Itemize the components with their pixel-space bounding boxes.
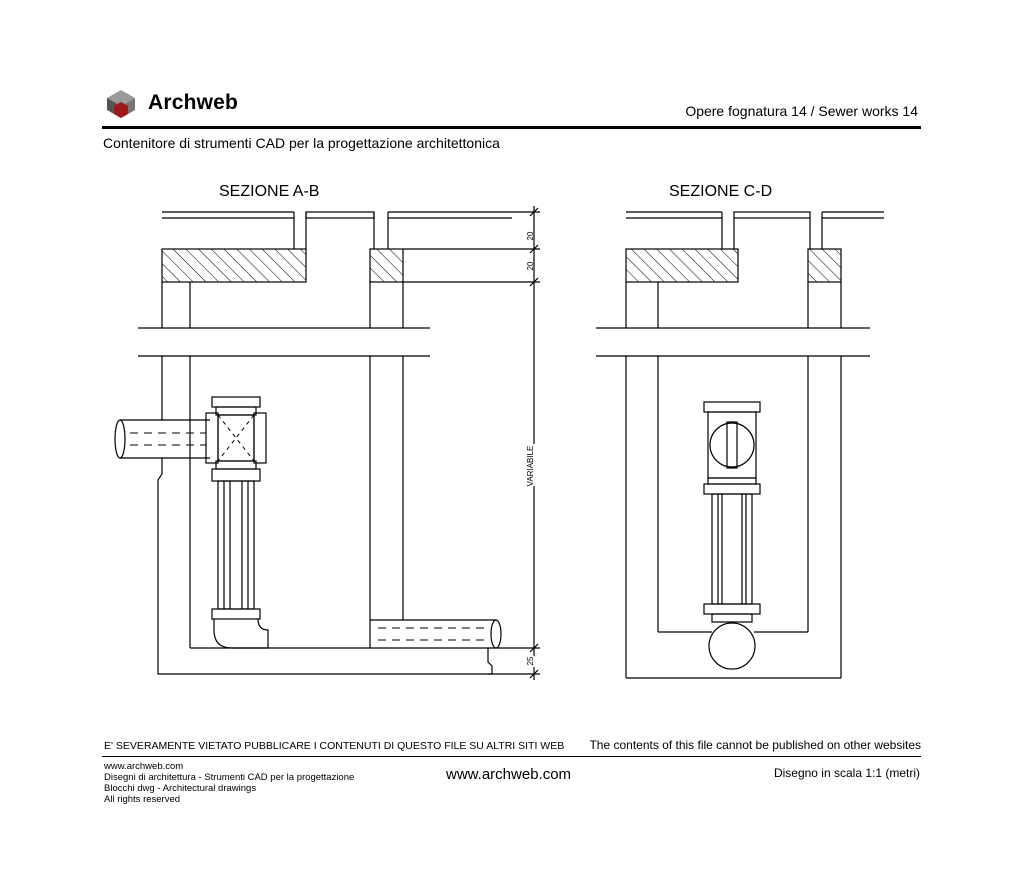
footer-line: www.archweb.com <box>104 761 184 772</box>
dimension-top-a: 20 <box>526 231 535 241</box>
footer-line: Disegni di architettura - Strumenti CAD per la progettazione <box>104 772 355 783</box>
footer-divider <box>102 756 921 757</box>
logo-text: Archweb <box>148 91 239 114</box>
scale-note: Disegno in scala 1:1 (metri) <box>773 766 920 780</box>
footer-line: Blocchi dwg - Architectural drawings <box>104 783 257 794</box>
subtitle: Contenitore di strumenti CAD per la progettazione architettonica <box>103 135 500 151</box>
section-ab-title: SEZIONE A-B <box>219 183 320 200</box>
sheet-title: Opere fognatura 14 / Sewer works 14 <box>685 103 918 119</box>
section-cd <box>596 212 884 678</box>
section-cd-title: SEZIONE C-D <box>669 183 773 200</box>
site-url-link[interactable]: www.archweb.com <box>446 766 572 783</box>
dimension-bottom: 25 <box>526 656 535 666</box>
dimension-top-b: 20 <box>526 261 535 271</box>
dimension-variable: VARIABILE <box>526 445 535 487</box>
warning-english: The contents of this file cannot be published on other websites <box>589 738 921 752</box>
warning-italian: E' SEVERAMENTE VIETATO PUBBLICARE I CONTENUTI DI QUESTO FILE SU ALTRI SITI WEB <box>104 740 565 752</box>
section-ab <box>115 206 540 680</box>
footer-line: All rights reserved <box>104 794 181 805</box>
